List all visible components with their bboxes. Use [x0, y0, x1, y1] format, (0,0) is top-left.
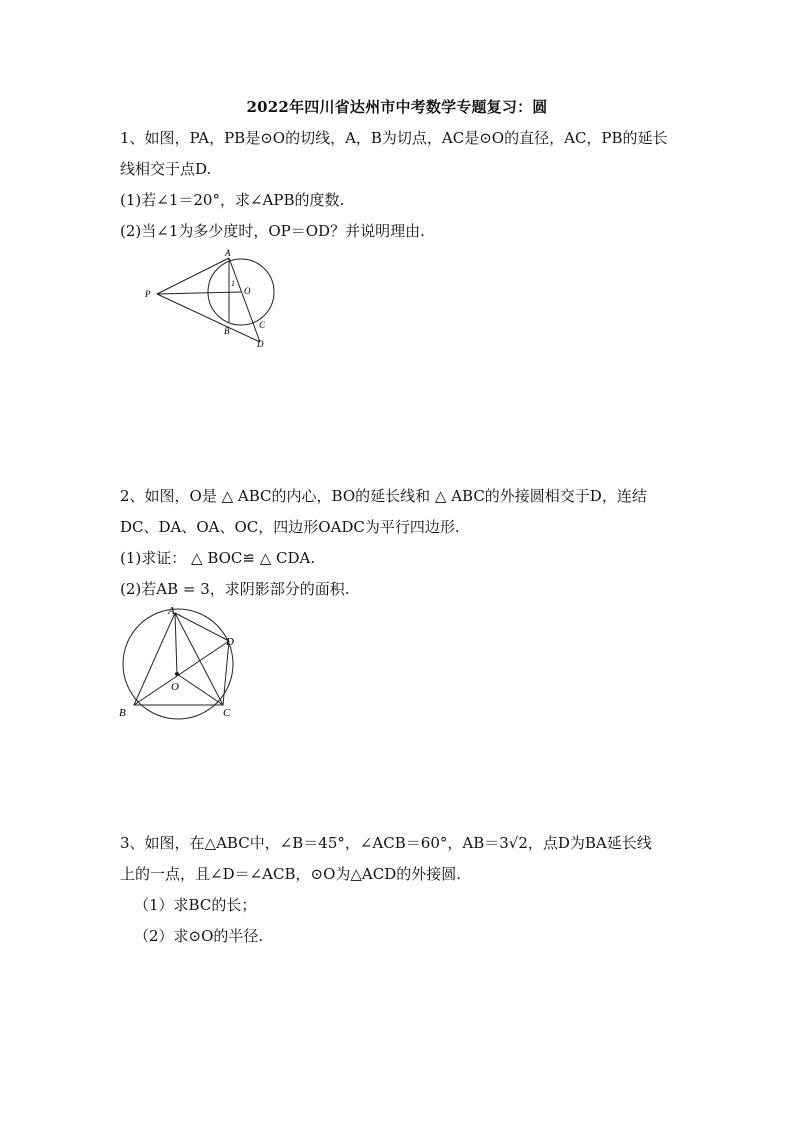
q2-label-C: C: [223, 707, 231, 719]
q1-label-angle-1: 1: [231, 279, 235, 288]
page-title: 2022年四川省达州市中考数学专题复习：圆: [246, 98, 548, 116]
q1-label-P: P: [145, 289, 151, 299]
q1-stem-line-2: 线相交于点D.: [120, 160, 212, 178]
q3-part-2: （2）求⊙O的半径.: [134, 927, 264, 945]
q1-label-C: C: [259, 320, 266, 330]
q2-label-D: D: [226, 636, 234, 648]
q3-part-1: （1）求BC的长；: [134, 896, 257, 914]
q1-label-D: D: [257, 339, 264, 349]
q2-figure: [110, 604, 250, 724]
q2-label-O: O: [171, 681, 179, 693]
q2-stem-line-2: DC、DA、OA、OC，四边形OADC为平行四边形.: [120, 518, 460, 536]
q1-part-1: (1)若∠1＝20°，求∠APB的度数.: [120, 191, 345, 209]
q2-part-1: (1)求证： △ BOC≌ △ CDA.: [120, 549, 316, 567]
q1-label-B: B: [224, 326, 230, 336]
q2-part-2: (2)若AB = 3，求阴影部分的面积.: [120, 580, 350, 598]
q1-figure: [140, 244, 290, 354]
q2-stem-line-1: 2、如图，O是 △ ABC的内心，BO的延长线和 △ ABC的外接圆相交于D，连结: [120, 487, 647, 505]
q3-stem-line-1: 3、如图，在△ABC中，∠B＝45°，∠ACB＝60°，AB＝3√2，点D为BA延长线: [120, 834, 652, 852]
q1-label-A: A: [225, 248, 231, 258]
q1-part-2: (2)当∠1为多少度时，OP＝OD？并说明理由.: [120, 222, 425, 240]
q1-stem-line-1: 1、如图，PA，PB是⊙O的切线，A，B为切点，AC是⊙O的直径，AC，PB的延长: [120, 129, 668, 147]
q2-label-B: B: [119, 707, 126, 719]
q1-label-O: O: [244, 286, 251, 296]
q2-label-A: A: [168, 605, 175, 617]
q3-stem-line-2: 上的一点，且∠D＝∠ACB，⊙O为△ACD的外接圆.: [120, 865, 462, 883]
